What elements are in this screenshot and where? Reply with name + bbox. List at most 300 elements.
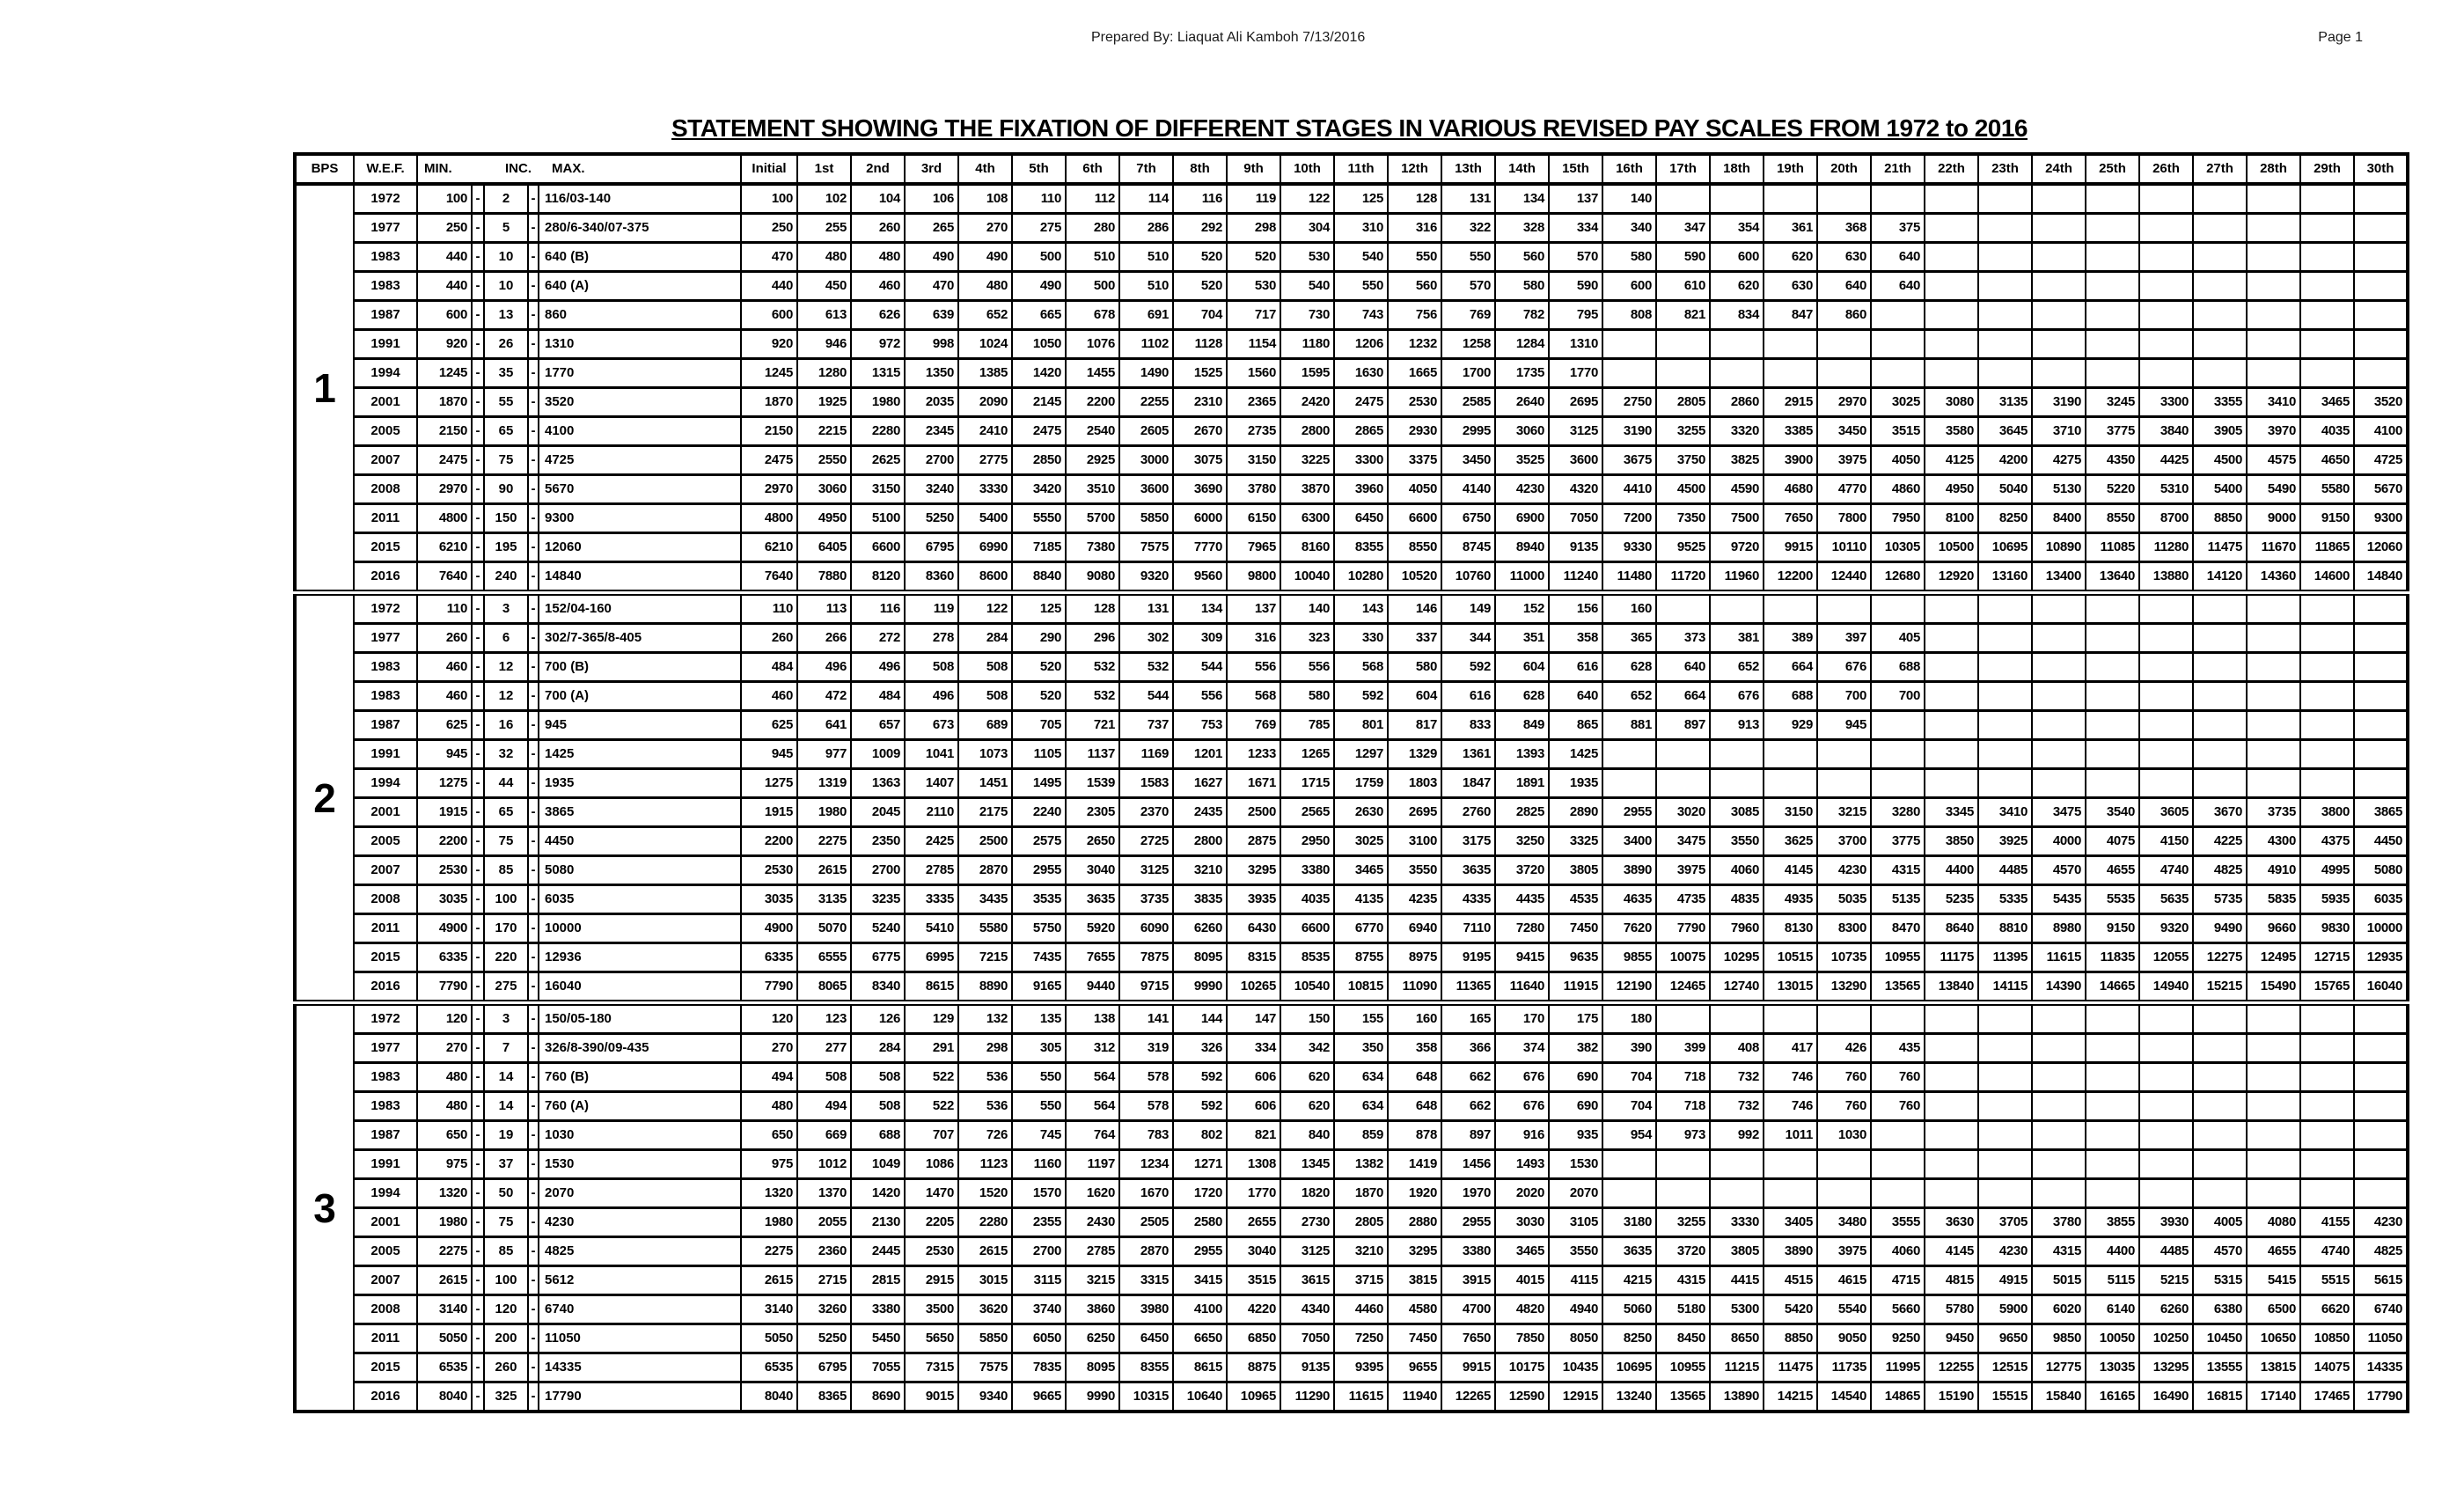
wef-cell: 2008: [354, 885, 417, 914]
stage-cell: 5130: [2032, 475, 2086, 504]
stage-cell: 604: [1495, 653, 1549, 682]
stage-cell: 5700: [1066, 504, 1119, 533]
header-min-inc-max: [417, 154, 741, 184]
dash-cell: -: [472, 301, 484, 330]
dash-cell: -: [528, 562, 539, 593]
stage-cell: 12775: [2032, 1353, 2086, 1382]
stage-cell: 860: [1817, 301, 1871, 330]
stage-cell: 2670: [1173, 417, 1227, 446]
stage-cell: [2139, 769, 2193, 798]
dash-cell: -: [528, 1353, 539, 1382]
table-row: [295, 1382, 2408, 1412]
stage-cell: 375: [1871, 214, 1925, 243]
stage-cell: 620: [1280, 1063, 1334, 1092]
stage-cell: 3380: [1441, 1237, 1495, 1266]
stage-cell: [1817, 359, 1871, 388]
stage-cell: 140: [1280, 593, 1334, 624]
stage-cell: [2193, 1179, 2247, 1208]
stage-cell: 520: [1012, 653, 1066, 682]
stage-cell: [2300, 1092, 2354, 1121]
stage-cell: 7315: [905, 1353, 958, 1382]
stage-cell: 4320: [1549, 475, 1602, 504]
stage-cell: 496: [797, 653, 851, 682]
stage-cell: [1656, 593, 1710, 624]
stage-cell: 15765: [2300, 972, 2354, 1003]
stage-cell: 691: [1119, 301, 1173, 330]
stage-cell: [1602, 740, 1656, 769]
stage-cell: 373: [1656, 624, 1710, 653]
stage-cell: 2785: [1066, 1237, 1119, 1266]
dash-cell: -: [472, 1353, 484, 1382]
min-cell: 4900: [417, 914, 472, 943]
stage-cell: 6035: [2354, 885, 2408, 914]
stage-cell: 3800: [2300, 798, 2354, 827]
stage-cell: 2280: [851, 417, 905, 446]
stage-cell: 634: [1334, 1063, 1388, 1092]
stage-cell: 129: [905, 1003, 958, 1034]
min-cell: 110: [417, 593, 472, 624]
stage-cell: 4005: [2193, 1208, 2247, 1237]
inc-cell: 6: [484, 624, 528, 653]
stage-cell: 3890: [1602, 856, 1656, 885]
stage-cell: 3500: [905, 1295, 958, 1324]
stage-cell: 2475: [1012, 417, 1066, 446]
stage-cell: 2760: [1441, 798, 1495, 827]
stage-cell: [1978, 214, 2032, 243]
column-header: 14th: [1495, 154, 1549, 184]
stage-cell: 8755: [1334, 943, 1388, 972]
wef-cell: 1987: [354, 711, 417, 740]
stage-cell: 4050: [1388, 475, 1441, 504]
inc-cell: 200: [484, 1324, 528, 1353]
stage-cell: 1759: [1334, 769, 1388, 798]
dash-cell: -: [528, 243, 539, 272]
stage-cell: 673: [905, 711, 958, 740]
stage-cell: 125: [1334, 184, 1388, 214]
stage-cell: 122: [958, 593, 1012, 624]
stage-cell: 8250: [1978, 504, 2032, 533]
stage-cell: 472: [797, 682, 851, 711]
stage-cell: 604: [1388, 682, 1441, 711]
stage-cell: 8360: [905, 562, 958, 593]
stage-cell: 11615: [1334, 1382, 1388, 1412]
stage-cell: 1206: [1334, 330, 1388, 359]
stage-cell: 639: [905, 301, 958, 330]
stage-cell: 8400: [2032, 504, 2086, 533]
inc-cell: 220: [484, 943, 528, 972]
stage-cell: 676: [1495, 1092, 1549, 1121]
stage-cell: 6210: [741, 533, 797, 562]
stage-cell: [1817, 593, 1871, 624]
stage-cell: 8340: [851, 972, 905, 1003]
stage-cell: 4200: [1978, 446, 2032, 475]
stage-cell: [2300, 1063, 2354, 1092]
stage-cell: 5015: [2032, 1266, 2086, 1295]
min-cell: 440: [417, 243, 472, 272]
inc-cell: 75: [484, 1208, 528, 1237]
stage-cell: 4460: [1334, 1295, 1388, 1324]
stage-cell: 508: [958, 653, 1012, 682]
stage-cell: 1041: [905, 740, 958, 769]
stage-cell: 10955: [1871, 943, 1925, 972]
stage-cell: [1764, 359, 1817, 388]
stage-cell: [2247, 1003, 2300, 1034]
dash-cell: -: [528, 1150, 539, 1179]
stage-cell: 821: [1227, 1121, 1280, 1150]
stage-cell: 3450: [1441, 446, 1495, 475]
stage-cell: 305: [1012, 1034, 1066, 1063]
stage-cell: 2815: [851, 1266, 905, 1295]
stage-cell: 3150: [1227, 446, 1280, 475]
stage-cell: 10520: [1388, 562, 1441, 593]
stage-cell: 808: [1602, 301, 1656, 330]
stage-cell: 1847: [1441, 769, 1495, 798]
stage-cell: [1602, 330, 1656, 359]
stage-cell: 4820: [1495, 1295, 1549, 1324]
min-cell: 480: [417, 1092, 472, 1121]
inc-cell: 7: [484, 1034, 528, 1063]
stage-cell: 2785: [905, 856, 958, 885]
stage-cell: 556: [1227, 653, 1280, 682]
stage-cell: 3535: [1012, 885, 1066, 914]
stage-cell: 128: [1066, 593, 1119, 624]
stage-cell: [1925, 243, 1978, 272]
stage-cell: [2354, 184, 2408, 214]
stage-cell: 8615: [905, 972, 958, 1003]
dash-cell: -: [472, 359, 484, 388]
stage-cell: 16165: [2086, 1382, 2139, 1412]
inc-cell: 170: [484, 914, 528, 943]
stage-cell: 12265: [1441, 1382, 1495, 1412]
stage-cell: 840: [1280, 1121, 1334, 1150]
stage-cell: 520: [1227, 243, 1280, 272]
stage-cell: 3250: [1495, 827, 1549, 856]
stage-cell: 1935: [1549, 769, 1602, 798]
stage-cell: 1297: [1334, 740, 1388, 769]
stage-cell: 2615: [958, 1237, 1012, 1266]
stage-cell: [1656, 769, 1710, 798]
stage-cell: [2354, 272, 2408, 301]
stage-cell: 1420: [851, 1179, 905, 1208]
stage-cell: 2775: [958, 446, 1012, 475]
stage-cell: 1670: [1119, 1179, 1173, 1208]
stage-cell: 7185: [1012, 533, 1066, 562]
stage-cell: [2354, 330, 2408, 359]
stage-cell: [2247, 272, 2300, 301]
stage-cell: [1656, 1150, 1710, 1179]
min-cell: 6535: [417, 1353, 472, 1382]
stage-cell: [1925, 624, 1978, 653]
stage-cell: 17140: [2247, 1382, 2300, 1412]
stage-cell: 3510: [1066, 475, 1119, 504]
stage-cell: [1710, 769, 1764, 798]
dash-cell: -: [472, 562, 484, 593]
dash-cell: -: [472, 533, 484, 562]
min-cell: 260: [417, 624, 472, 653]
stage-cell: 600: [1602, 272, 1656, 301]
stage-cell: [2354, 1034, 2408, 1063]
stage-cell: 2200: [1066, 388, 1119, 417]
stage-cell: 678: [1066, 301, 1119, 330]
stage-cell: [2139, 711, 2193, 740]
stage-cell: 12200: [1764, 562, 1817, 593]
stage-cell: 1128: [1173, 330, 1227, 359]
stage-cell: 150: [1280, 1003, 1334, 1034]
stage-cell: 106: [905, 184, 958, 214]
stage-cell: [2354, 1063, 2408, 1092]
stage-cell: 630: [1764, 272, 1817, 301]
stage-cell: 688: [851, 1121, 905, 1150]
stage-cell: 2350: [851, 827, 905, 856]
inc-cell: 260: [484, 1353, 528, 1382]
dash-cell: -: [528, 653, 539, 682]
dash-cell: -: [528, 1208, 539, 1237]
max-cell: 16040: [539, 972, 741, 1003]
min-cell: 7790: [417, 972, 472, 1003]
stage-cell: 613: [797, 301, 851, 330]
wef-cell: 1983: [354, 243, 417, 272]
stage-cell: 2870: [958, 856, 1012, 885]
wef-cell: 2008: [354, 475, 417, 504]
stage-cell: 490: [1012, 272, 1066, 301]
stage-cell: [2139, 243, 2193, 272]
stage-cell: 8040: [741, 1382, 797, 1412]
stage-cell: 5060: [1602, 1295, 1656, 1324]
wef-cell: 1994: [354, 769, 417, 798]
stage-cell: 9330: [1602, 533, 1656, 562]
stage-cell: 920: [741, 330, 797, 359]
stage-cell: [2247, 243, 2300, 272]
stage-cell: 13160: [1978, 562, 2032, 593]
stage-cell: 6380: [2193, 1295, 2247, 1324]
stage-cell: [1710, 1003, 1764, 1034]
stage-cell: 3960: [1334, 475, 1388, 504]
min-cell: 975: [417, 1150, 472, 1179]
stage-cell: 4635: [1602, 885, 1656, 914]
stage-cell: 8365: [797, 1382, 851, 1412]
stage-cell: 10075: [1656, 943, 1710, 972]
stage-cell: 3210: [1334, 1237, 1388, 1266]
stage-cell: 3400: [1602, 827, 1656, 856]
stage-cell: 1920: [1388, 1179, 1441, 1208]
stage-cell: 9715: [1119, 972, 1173, 1003]
max-cell: 700 (A): [539, 682, 741, 711]
stage-cell: 4150: [2139, 827, 2193, 856]
stage-cell: 6000: [1173, 504, 1227, 533]
stage-cell: 3320: [1710, 417, 1764, 446]
stage-cell: 160: [1388, 1003, 1441, 1034]
min-cell: 3035: [417, 885, 472, 914]
stage-cell: 2175: [958, 798, 1012, 827]
stage-cell: 3775: [2086, 417, 2139, 446]
stage-cell: [1710, 359, 1764, 388]
stage-cell: 3550: [1549, 1237, 1602, 1266]
stage-cell: 1407: [905, 769, 958, 798]
stage-cell: 3330: [958, 475, 1012, 504]
stage-cell: [2354, 243, 2408, 272]
stage-cell: 4570: [2193, 1237, 2247, 1266]
table-row: [295, 272, 2408, 301]
stage-cell: 5490: [2247, 475, 2300, 504]
wef-cell: 2005: [354, 827, 417, 856]
stage-cell: 3235: [851, 885, 905, 914]
stage-cell: 286: [1119, 214, 1173, 243]
stage-cell: 104: [851, 184, 905, 214]
inc-cell: 12: [484, 653, 528, 682]
stage-cell: [2139, 682, 2193, 711]
stage-cell: 347: [1656, 214, 1710, 243]
stage-cell: 3580: [1925, 417, 1978, 446]
stage-cell: 3970: [2247, 417, 2300, 446]
stage-cell: 14600: [2300, 562, 2354, 593]
stage-cell: [2032, 272, 2086, 301]
stage-cell: 732: [1710, 1092, 1764, 1121]
stage-cell: [1710, 184, 1764, 214]
stage-cell: 9655: [1388, 1353, 1441, 1382]
stage-cell: 6600: [1280, 914, 1334, 943]
stage-cell: [2032, 359, 2086, 388]
stage-cell: 2020: [1495, 1179, 1549, 1208]
stage-cell: 657: [851, 711, 905, 740]
dash-cell: -: [472, 1179, 484, 1208]
stage-cell: [2086, 214, 2139, 243]
stage-cell: 4935: [1764, 885, 1817, 914]
stage-cell: 508: [958, 682, 1012, 711]
stage-cell: 2275: [797, 827, 851, 856]
dash-cell: -: [472, 330, 484, 359]
stage-cell: 405: [1871, 624, 1925, 653]
stage-cell: 570: [1441, 272, 1495, 301]
stage-cell: [2300, 740, 2354, 769]
stage-cell: 14360: [2247, 562, 2300, 593]
stage-cell: 705: [1012, 711, 1066, 740]
stage-cell: [2247, 653, 2300, 682]
stage-cell: 652: [1602, 682, 1656, 711]
stage-cell: [1978, 330, 2032, 359]
stage-cell: 8810: [1978, 914, 2032, 943]
stage-cell: [1925, 272, 1978, 301]
dash-cell: -: [528, 711, 539, 740]
stage-cell: 10110: [1817, 533, 1871, 562]
stage-cell: 2800: [1173, 827, 1227, 856]
max-cell: 3520: [539, 388, 741, 417]
table-row: [295, 1353, 2408, 1382]
stage-cell: 266: [797, 624, 851, 653]
stage-cell: [1978, 184, 2032, 214]
stage-cell: [2139, 593, 2193, 624]
stage-cell: 5410: [905, 914, 958, 943]
stage-cell: [1978, 1179, 2032, 1208]
table-row: [295, 1295, 2408, 1324]
stage-cell: [2139, 1034, 2193, 1063]
stage-cell: 12275: [2193, 943, 2247, 972]
stage-cell: [2300, 214, 2354, 243]
stage-cell: 12440: [1817, 562, 1871, 593]
stage-cell: [2032, 184, 2086, 214]
inc-cell: 85: [484, 856, 528, 885]
inc-cell: 240: [484, 562, 528, 593]
stage-cell: 10000: [2354, 914, 2408, 943]
stage-cell: 450: [797, 272, 851, 301]
stage-cell: 5515: [2300, 1266, 2354, 1295]
stage-cell: 2505: [1119, 1208, 1173, 1237]
stage-cell: [1764, 1179, 1817, 1208]
stage-cell: [1817, 740, 1871, 769]
stage-cell: 17790: [2354, 1382, 2408, 1412]
stage-cell: [2086, 682, 2139, 711]
stage-cell: 536: [958, 1092, 1012, 1121]
stage-cell: 1258: [1441, 330, 1495, 359]
stage-cell: 7620: [1602, 914, 1656, 943]
stage-cell: 4145: [1764, 856, 1817, 885]
wef-cell: 2001: [354, 798, 417, 827]
stage-cell: [1656, 330, 1710, 359]
stage-cell: 6150: [1227, 504, 1280, 533]
stage-cell: 389: [1764, 624, 1817, 653]
stage-cell: 592: [1173, 1063, 1227, 1092]
stage-cell: [2193, 272, 2247, 301]
stage-cell: [1925, 740, 1978, 769]
stage-cell: 1234: [1119, 1150, 1173, 1179]
stage-cell: 3415: [1173, 1266, 1227, 1295]
dash-cell: -: [528, 914, 539, 943]
stage-cell: 277: [797, 1034, 851, 1063]
stage-cell: [2300, 1179, 2354, 1208]
stage-cell: 760: [1817, 1063, 1871, 1092]
table-row: [295, 446, 2408, 475]
stage-cell: 3115: [1012, 1266, 1066, 1295]
column-header: 27th: [2193, 154, 2247, 184]
table-row: [295, 1324, 2408, 1353]
stage-cell: 278: [905, 624, 958, 653]
stage-cell: 2950: [1280, 827, 1334, 856]
stage-cell: 15215: [2193, 972, 2247, 1003]
stage-cell: 2585: [1441, 388, 1495, 417]
stage-cell: 2615: [797, 856, 851, 885]
stage-cell: 802: [1173, 1121, 1227, 1150]
stage-cell: 690: [1549, 1092, 1602, 1121]
stage-cell: 6300: [1280, 504, 1334, 533]
stage-cell: 6750: [1441, 504, 1495, 533]
stage-cell: 550: [1388, 243, 1441, 272]
stage-cell: [1817, 330, 1871, 359]
stage-cell: 11085: [2086, 533, 2139, 562]
stage-cell: 6600: [851, 533, 905, 562]
stage-cell: 8975: [1388, 943, 1441, 972]
stage-cell: [2354, 769, 2408, 798]
stage-cell: 975: [741, 1150, 797, 1179]
stage-cell: 746: [1764, 1063, 1817, 1092]
dash-cell: -: [528, 624, 539, 653]
stage-cell: 510: [1066, 243, 1119, 272]
stage-cell: [2247, 682, 2300, 711]
stage-cell: 540: [1280, 272, 1334, 301]
stage-cell: 641: [797, 711, 851, 740]
stage-cell: 5400: [958, 504, 1012, 533]
dash-cell: -: [472, 653, 484, 682]
stage-cell: 1320: [741, 1179, 797, 1208]
stage-cell: 480: [797, 243, 851, 272]
stage-cell: 6555: [797, 943, 851, 972]
stage-cell: 8300: [1817, 914, 1871, 943]
min-cell: 2615: [417, 1266, 472, 1295]
max-cell: 14840: [539, 562, 741, 593]
min-cell: 1320: [417, 1179, 472, 1208]
column-header: 5th: [1012, 154, 1066, 184]
stage-cell: 2970: [741, 475, 797, 504]
inc-cell: 3: [484, 1003, 528, 1034]
stage-cell: [2032, 1179, 2086, 1208]
